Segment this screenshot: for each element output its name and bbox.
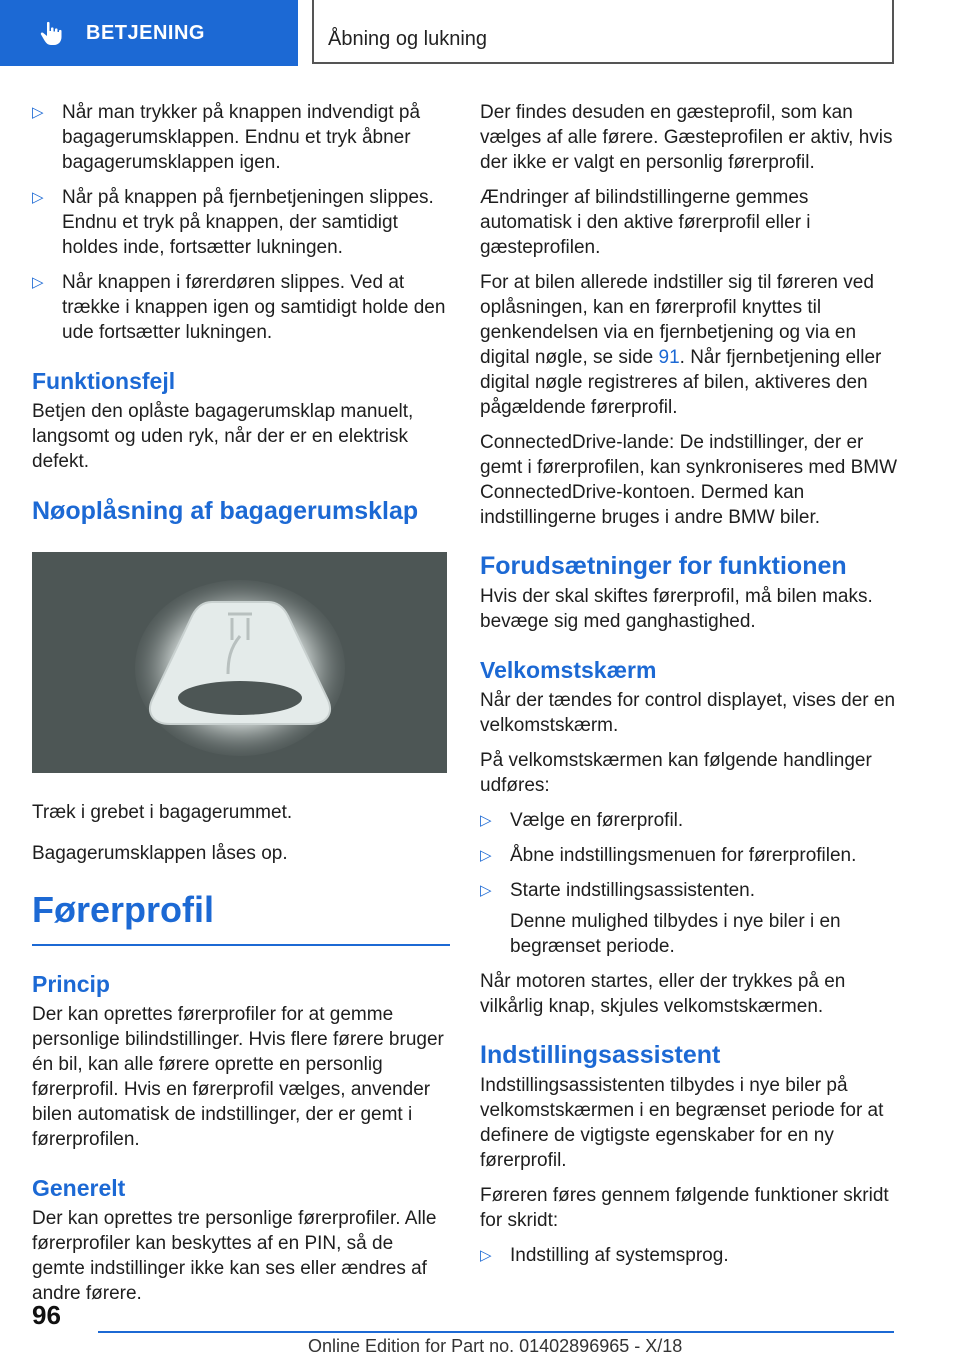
list-item: ▷ Starte indstillingsassistenten. xyxy=(480,880,756,901)
paragraph: Der findes desuden en gæsteprofil, som kan vælges af alle førere. Gæsteprofilen er aktiv, hvis der ikke er valgt en personlig førerprofil. xyxy=(480,102,893,173)
heading-indstillingsassistent: Indstillingsassistent xyxy=(480,1041,721,1069)
footer-edition: Online Edition for Part no. 01402896965 - X/18 xyxy=(308,1336,683,1356)
paragraph: Hvis der skal skiftes førerprofil, må bilen maks. bevæge sig med ganghastighed. xyxy=(480,586,873,632)
right-column xyxy=(480,100,898,1278)
paragraph: ConnectedDrive-lande: De indstillinger, der er gemt i førerprofilen, kan synkroniseres med BMW ConnectedDrive-kontoen. Dermed kan indstillingerne bruges i andre BMW biler. xyxy=(480,432,898,528)
triangle-bullet-icon: ▷ xyxy=(480,812,492,829)
paragraph: Der kan oprettes tre personlige førerprofiler. Alle førerprofiler kan beskyttes af en PIN, så de gemte indstillinger ikke kan ses eller ændres af andre førere. xyxy=(32,1208,437,1304)
heading-generelt: Generelt xyxy=(32,1175,126,1201)
footer-divider xyxy=(98,1331,894,1333)
page-link[interactable]: 91 xyxy=(658,347,680,368)
heading-funktionsfejl: Funktionsfejl xyxy=(32,368,176,394)
paragraph: Betjen den oplåste bagagerumsklap manuelt, langsomt og uden ryk, når der er en elektrisk defekt. xyxy=(32,401,414,472)
heading-velkomstskaerm: Velkomstskærm xyxy=(480,657,657,683)
paragraph: Når der tændes for control displayet, vises der en velkomstskærm. xyxy=(480,690,896,736)
list-item: ▷ Når man trykker på knappen indvendigt på bagagerumsklappen. Endnu et tryk åbner bagagerumsklappen igen. xyxy=(32,102,421,173)
left-column xyxy=(32,100,450,1316)
paragraph: For at bilen allerede indstiller sig til føreren ved oplåsningen, kan en førerprofil knyttes til genkendelsen via en fjernbetjening og via en digital nøgle, se side 91. Når fjernbetjening eller digital nøgle registreres af bilen, aktiveres den pågældende førerprofil. xyxy=(480,272,882,418)
paragraph: Når motoren startes, eller der trykkes på en vilkårlig knap, skjules velkomstskærmen. xyxy=(480,971,846,1017)
triangle-bullet-icon: ▷ xyxy=(480,847,492,864)
list-item: ▷ Når på knappen på fjernbetjeningen slippes. Endnu et tryk på knappen, der samtidigt holdes inde, fortsætter lukningen. xyxy=(32,187,434,258)
list-item: ▷ Når knappen i førerdøren slippes. Ved at trække i knappen igen og samtidigt holde den ude fortsætter lukningen. xyxy=(32,272,446,343)
page-header xyxy=(0,0,960,66)
paragraph: Der kan oprettes førerprofiler for at gemme personlige bilindstillinger. Hvis flere førere bruger én bil, kan alle førere oprette en personlig førerprofil. Hvis en førerprofil vælges, anvender bilen automatisk de indstillinger, der er gemt i førerprofilen. xyxy=(32,1004,444,1150)
triangle-bullet-icon: ▷ xyxy=(32,274,44,291)
paragraph: Ændringer af bilindstillingerne gemmes automatisk i den aktive førerprofil eller i gæsteprofilen. xyxy=(480,187,811,258)
section-tab[interactable] xyxy=(0,0,298,66)
paragraph: Indstillingsassistenten tilbydes i nye biler på velkomstskærmen i en begrænset periode for at definere de vigtigste egenskaber for en ny førerprofil. xyxy=(480,1075,884,1171)
trunk-release-handle-figure xyxy=(32,552,447,773)
chapter-title-box xyxy=(312,0,894,64)
caption: Træk i grebet i bagagerummet. xyxy=(32,802,293,823)
caption: Bagagerumsklappen låses op. xyxy=(32,843,288,864)
note: Denne mulighed tilbydes i nye biler i en begrænset periode. xyxy=(510,911,841,957)
heading-forudsaetninger: Forudsætninger for funktionen xyxy=(480,552,847,580)
heading-forerprofil: Førerprofil xyxy=(32,888,450,946)
chapter-title: Åbning og lukning xyxy=(328,28,488,50)
triangle-bullet-icon: ▷ xyxy=(32,189,44,206)
hand-touch-icon xyxy=(38,20,64,46)
paragraph: På velkomstskærmen kan følgende handlinger udføres: xyxy=(480,750,872,796)
list-item: ▷ Indstilling af systemsprog. xyxy=(480,1245,729,1266)
triangle-bullet-icon: ▷ xyxy=(480,1247,492,1264)
heading-princip: Princip xyxy=(32,971,110,997)
list-item: ▷ Vælge en førerprofil. xyxy=(480,810,684,831)
section-label: BETJENING xyxy=(86,21,205,44)
triangle-bullet-icon: ▷ xyxy=(32,104,44,121)
paragraph: Føreren føres gennem følgende funktioner skridt for skridt: xyxy=(480,1185,889,1231)
triangle-bullet-icon: ▷ xyxy=(480,882,492,899)
list-item: ▷ Åbne indstillingsmenuen for førerprofilen. xyxy=(480,845,857,866)
heading-nodoplasning: Nøoplåsning af bagagerumsklap xyxy=(32,497,419,525)
page-number: 96 xyxy=(32,1300,61,1330)
